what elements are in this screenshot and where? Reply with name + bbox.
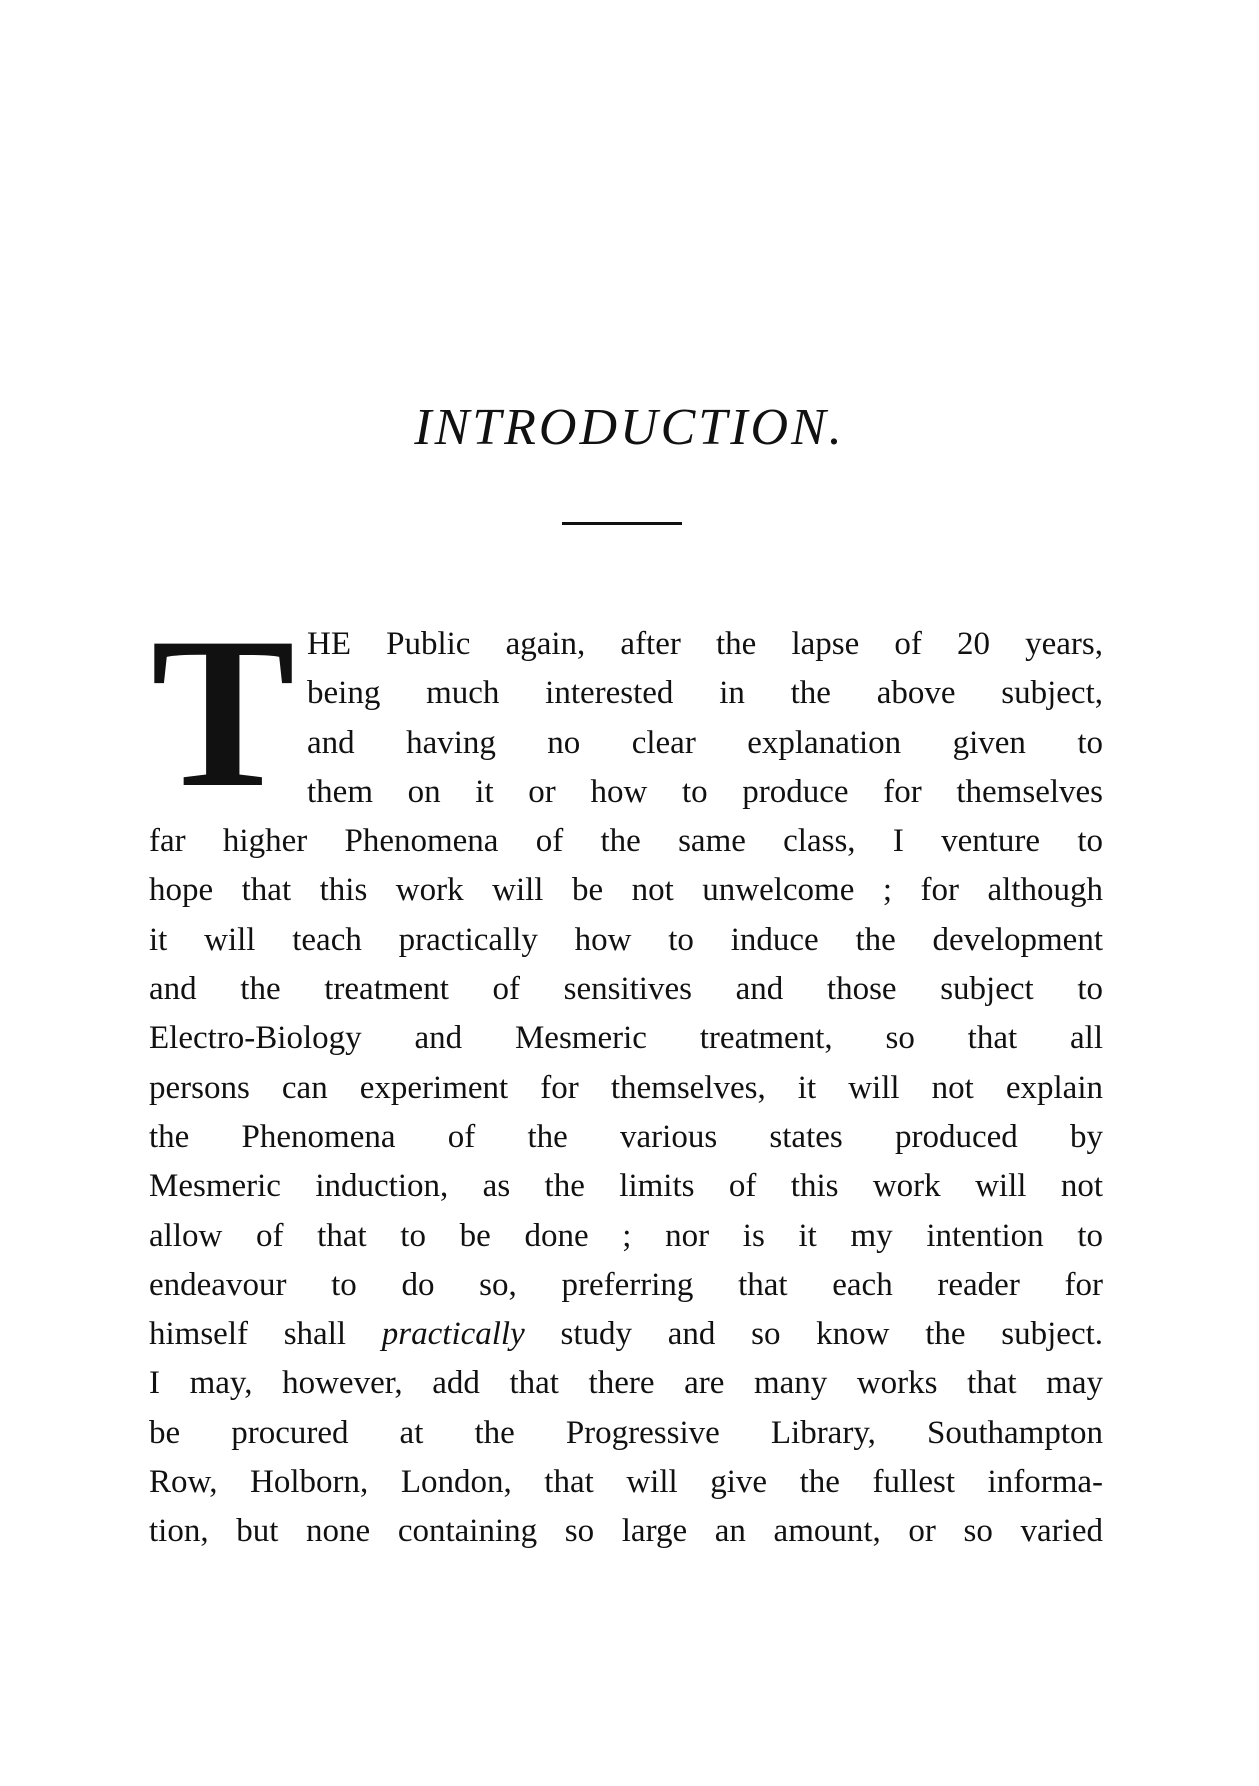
text-line: persons can experiment for themselves, it will not explain [149, 1069, 1103, 1106]
title-divider [562, 522, 682, 525]
text-line: endeavour to do so, preferring that each reader for [149, 1266, 1103, 1303]
text-line: Mesmeric induction, as the limits of this work will not [149, 1168, 1103, 1205]
text-segment: himself shall [149, 1316, 347, 1353]
italic-emphasis: practically [381, 1316, 525, 1353]
text-line: being much interested in the above subject, [307, 675, 1103, 712]
text-line: the Phenomena of the various states produced by [149, 1118, 1103, 1155]
text-line: Electro-Biology and Mesmeric treatment, so that all [149, 1020, 1103, 1057]
introduction-text [149, 593, 1104, 1557]
text-segment: study and so know the subject. [560, 1316, 1104, 1353]
page-title: INTRODUCTION. [414, 399, 845, 456]
text-line: Row, Holborn, London, that will give the fullest informa- [149, 1464, 1103, 1501]
drop-cap: T [150, 593, 296, 832]
text-line: allow of that to be done ; nor is it my intention to [149, 1217, 1103, 1254]
text-line: and the treatment of sensitives and those subject to [149, 971, 1103, 1008]
text-line: I may, however, add that there are many works that may [149, 1365, 1103, 1402]
text-line-mixed [149, 1310, 1103, 1359]
text-line: hope that this work will be not unwelcome ; for although [149, 872, 1103, 909]
text-line: HE Public again, after the lapse of 20 years, [307, 626, 1103, 662]
text-line: tion, but none containing so large an amount, or so varied [149, 1513, 1103, 1550]
text-line: them on it or how to produce for themselves [307, 773, 1103, 810]
text-line: and having no clear explanation given to [307, 724, 1103, 761]
text-line: far higher Phenomena of the same class, I venture to [149, 823, 1103, 860]
text-line: be procured at the Progressive Library, Southampton [149, 1414, 1103, 1451]
text-line: it will teach practically how to induce the development [149, 921, 1103, 958]
